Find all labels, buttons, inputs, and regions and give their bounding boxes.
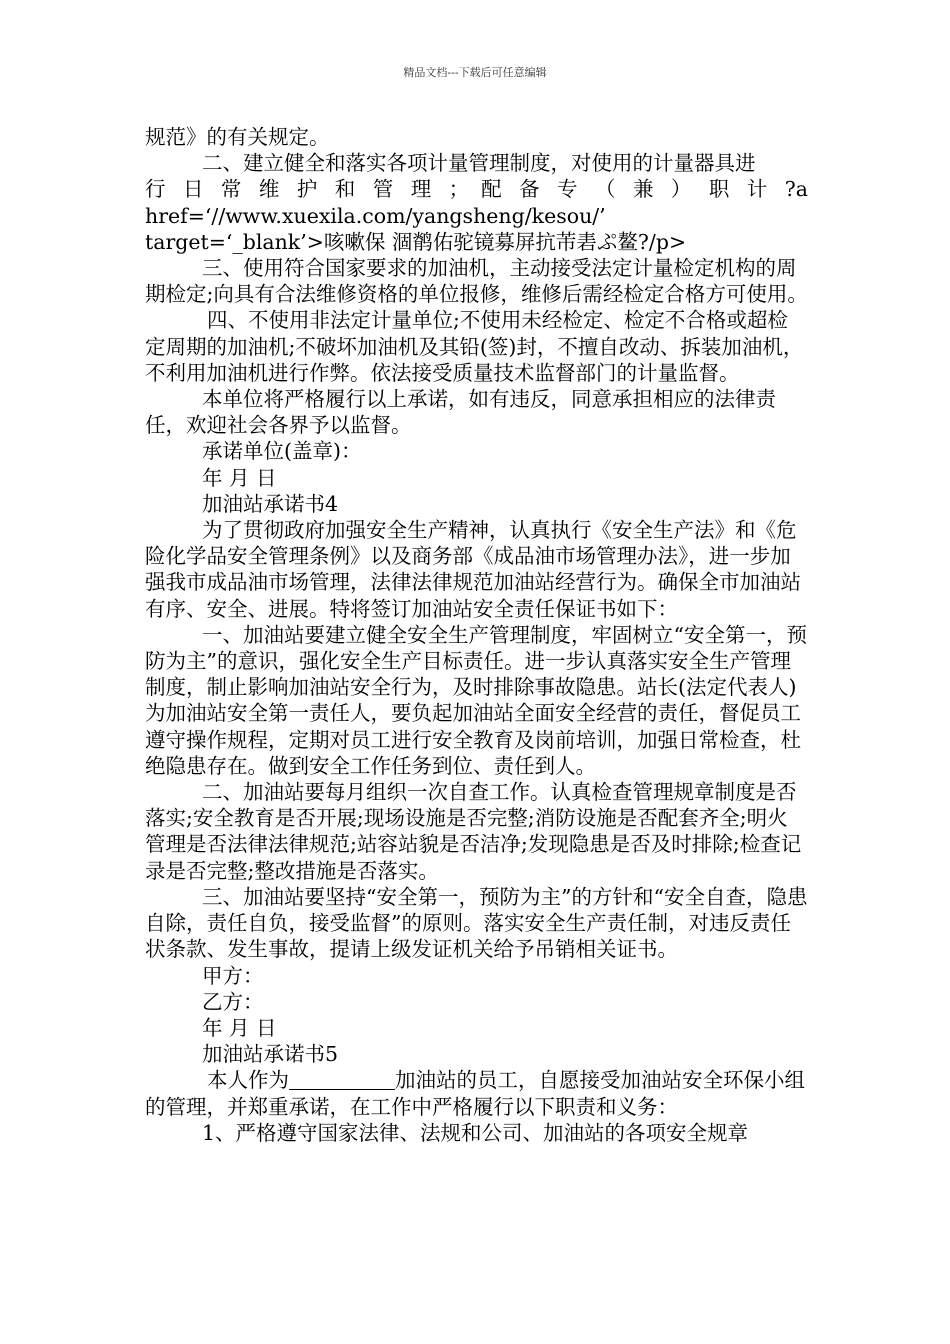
party-b-line: 乙方： — [202, 989, 264, 1014]
section-title: 加油站承诺书4 — [202, 491, 339, 516]
paragraph: href=‘//www.xuexila.com/yangsheng/kesou/’ — [145, 203, 606, 228]
paragraph-lead: 本人作为 — [207, 1068, 289, 1093]
paragraph: 三、使用符合国家要求的加油机，主动接受法定计量检定机构的周期检定;向具有合法维修资格的单位报修，维修后需经检定合格方可使用。 — [145, 256, 808, 307]
section-title: 加油站承诺书5 — [202, 1042, 339, 1067]
signature-unit-line: 承诺单位(盖章)： — [202, 439, 362, 464]
party-a-line: 甲方： — [202, 963, 264, 988]
date-line: 年 月 日 — [202, 1015, 277, 1040]
paragraph: 一、加油站要建立健全安全生产管理制度，牢固树立“安全第一，预防为主”的意识，强化安全生产目标责任。进一步认真落实安全生产管理制度，制止影响加油站安全行为，及时排除事故隐患。站长(法定代表人)为加油站安全第一责任人，要负起加油站全面安全经营的责任，督促员工遵守操作规程，定期对员工进行安全教育及岗前培训，加强日常检查，杜绝隐患存在。做到安全工作任务到位、责任到人。 — [145, 622, 807, 778]
paragraph-rest: 加油站的员工，自愿接受加油站安全环保小组的管理，并郑重承诺，在工作中严格履行以下职责和义务： — [145, 1068, 805, 1119]
paragraph: 三、加油站要坚持“安全第一，预防为主”的方针和“安全自查，隐患自除，责任自负，接受监督”的原则。落实安全生产责任制，对违反责任状条款、发生事故，提请上级发证机关给予吊销相关证书。 — [145, 884, 808, 962]
paragraph — [145, 1067, 808, 1119]
paragraph: 本单位将严格履行以上承诺，如有违反，同意承担相应的法律责任，欢迎社会各界予以监督。 — [145, 387, 776, 438]
fill-blank — [289, 1069, 395, 1090]
paragraph: 四、不使用非法定计量单位;不使用未经检定、检定不合格或超检定周期的加油机;不破坏加油机及其铅(签)封，不擅自改动、拆装加油机，不利用加油机进行作弊。依法接受质量技术监督部门的计量监督。 — [145, 308, 804, 385]
paragraph: 为了贯彻政府加强安全生产精神，认真执行《安全生产法》和《危险化学品安全管理条例》以及商务部《成品油市场管理办法》，进一步加强我市成品油市场管理，法律法律规范加油站经营行为。确保全市加油站有序、安全、进展。特将签订加油站安全责任保证书如下： — [145, 518, 801, 621]
paragraph: 行 日 常 维 护 和 管 理 ； 配 备 专 （ 兼 ） 职 计 ?a — [145, 177, 808, 202]
paragraph: 二、建立健全和落实各项计量管理制度，对使用的计量器具进 — [202, 151, 756, 176]
paragraph: 二、加油站要每月组织一次自查工作。认真检查管理规章制度是否落实;安全教育是否开展;现场设施是否完整;消防设施是否配套齐全;明火管理是否法律法律规范;站容站貌是否洁净;发现隐患是否及时排除;检查记录是否完整;整改措施是否落实。 — [145, 780, 802, 883]
page-header: 精品文档---下载后可任意编辑 — [403, 66, 547, 79]
paragraph: 规范》的有关规定。 — [145, 125, 330, 149]
date-line: 年 月 日 — [202, 465, 277, 490]
paragraph: target=‘_blank’>咳嗽保 涸鹡佑驼镜募屏抗芾砉ぷ鳌?/p> — [145, 229, 687, 254]
paragraph: 1、严格遵守国家法律、法规和公司、加油站的各项安全规章 — [202, 1120, 749, 1145]
document-body — [145, 124, 808, 1146]
